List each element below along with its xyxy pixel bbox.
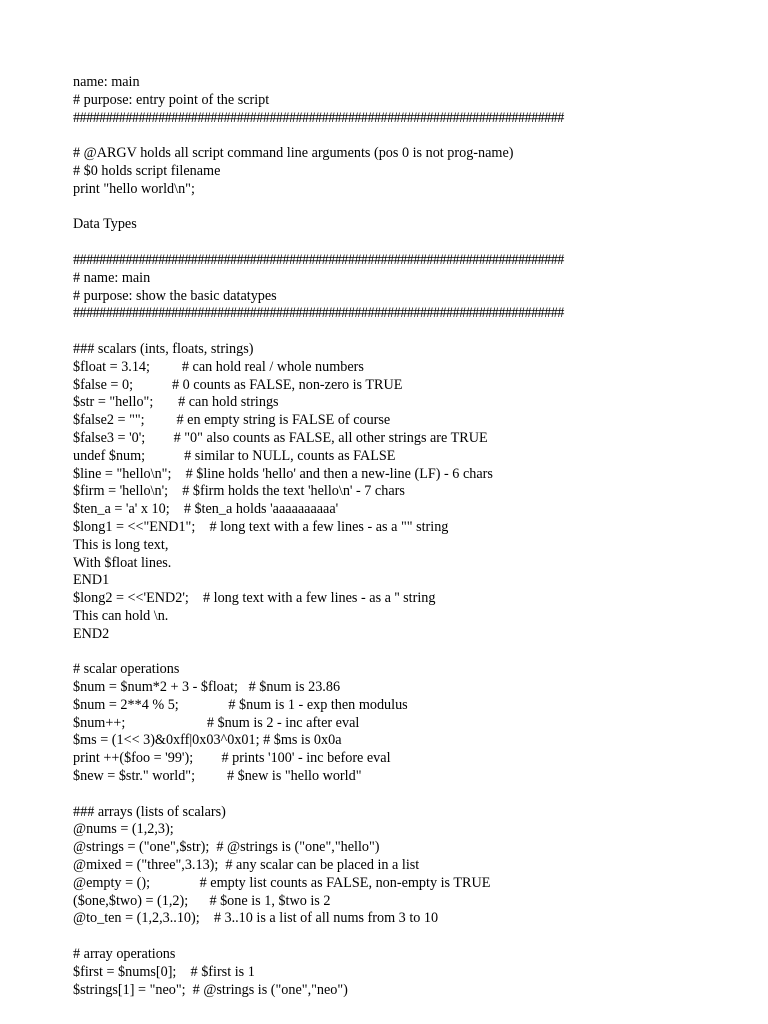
code-line: END2 [73, 625, 110, 642]
code-line: # @ARGV holds all script command line arguments (pos 0 is not prog-name) [73, 145, 514, 162]
code-line: END1 [73, 572, 110, 589]
code-line: $new = $str." world"; # $new is "hello world" [73, 768, 362, 785]
document-body [73, 74, 753, 999]
blank-line [73, 323, 753, 341]
code-line: undef $num; # similar to NULL, counts as FALSE [73, 447, 396, 464]
code-line: ($one,$two) = (1,2); # $one is 1, $two is 2 [73, 892, 331, 909]
code-line: # $0 holds script filename [73, 162, 221, 179]
code-line: $false3 = '0'; # "0" also counts as FALSE, all other strings are TRUE [73, 429, 488, 446]
code-line: $firm = 'hello\n'; # $firm holds the text 'hello\n' - 7 chars [73, 483, 405, 500]
code-line: ### arrays (lists of scalars) [73, 803, 226, 820]
code-line: $first = $nums[0]; # $first is 1 [73, 963, 255, 980]
code-line: ########################################################################### [73, 251, 564, 268]
code-line: # scalar operations [73, 661, 180, 678]
code-line: $false2 = ""; # en empty string is FALSE of course [73, 412, 391, 429]
code-line: ### scalars (ints, floats, strings) [73, 340, 254, 357]
code-line: @to_ten = (1,2,3..10); # 3..10 is a list of all nums from 3 to 10 [73, 910, 439, 927]
code-line: @mixed = ("three",3.13); # any scalar can be placed in a list [73, 857, 420, 874]
code-line: @strings = ("one",$str); # @strings is ("one","hello") [73, 839, 380, 856]
code-line: $strings[1] = "neo"; # @strings is ("one","neo") [73, 981, 348, 998]
code-line: print "hello world\n"; [73, 180, 195, 197]
code-line: ########################################################################### [73, 305, 564, 322]
code-line: This is long text, [73, 536, 169, 553]
code-line: $line = "hello\n"; # $line holds 'hello' and then a new-line (LF) - 6 chars [73, 465, 493, 482]
blank-line [73, 644, 753, 662]
blank-line [73, 786, 753, 804]
code-line: # purpose: show the basic datatypes [73, 287, 277, 304]
blank-line [73, 234, 753, 252]
blank-line [73, 928, 753, 946]
code-line: $num++; # $num is 2 - inc after eval [73, 714, 360, 731]
blank-line [73, 127, 753, 145]
code-line: print ++($foo = '99'); # prints '100' - inc before eval [73, 750, 391, 767]
code-line: @nums = (1,2,3); [73, 821, 174, 838]
code-line: With $float lines. [73, 554, 172, 571]
code-line: $float = 3.14; # can hold real / whole numbers [73, 358, 364, 375]
code-line: $false = 0; # 0 counts as FALSE, non-zero is TRUE [73, 376, 403, 393]
code-line: # purpose: entry point of the script [73, 91, 270, 108]
code-line: Data Types [73, 216, 137, 233]
code-line: # name: main [73, 269, 151, 286]
blank-line [73, 199, 753, 217]
code-line: $num = 2**4 % 5; # $num is 1 - exp then modulus [73, 696, 408, 713]
code-line: name: main [73, 74, 140, 90]
code-line: $str = "hello"; # can hold strings [73, 394, 279, 411]
code-line: This can hold \n. [73, 607, 169, 624]
code-line: $long2 = <<'END2'; # long text with a few lines - as a '' string [73, 590, 436, 607]
code-line: # array operations [73, 946, 176, 963]
code-line: $num = $num*2 + 3 - $float; # $num is 23.86 [73, 679, 341, 696]
code-line: $ms = (1<< 3)&0xff|0x03^0x01; # $ms is 0x0a [73, 732, 342, 749]
code-line: @empty = (); # empty list counts as FALSE, non-empty is TRUE [73, 874, 491, 891]
code-line: $long1 = <<"END1"; # long text with a few lines - as a "" string [73, 518, 449, 535]
code-line: $ten_a = 'a' x 10; # $ten_a holds 'aaaaaaaaaa' [73, 501, 339, 518]
code-line: ########################################################################### [73, 109, 564, 126]
